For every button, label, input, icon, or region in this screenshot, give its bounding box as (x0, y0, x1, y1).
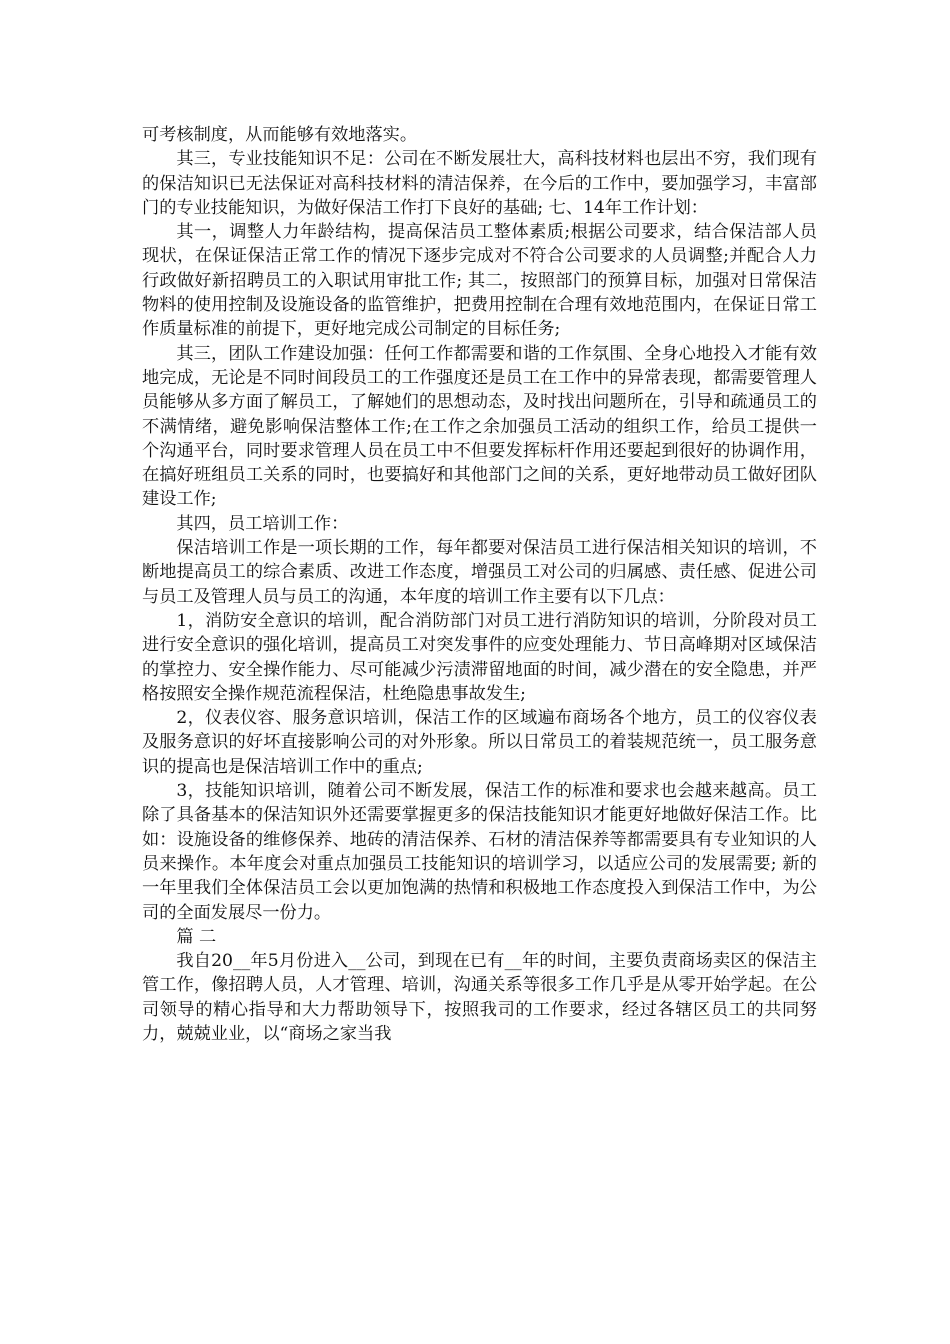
paragraph-5: 其四，员工培训工作： (176, 513, 349, 534)
paragraph-4: 其三，团队工作建设加强：任何工作都需要和谐的工作氛围、全身心地投入才能有效地完成，无论是不同时间段员工的工作强度还是员工在工作中的异常表现，都需要管理人员能够从多方面了解员工，了解她们的思想动态，及时找出问题所在，引导和疏通员工的不满情绪，避免影响保洁整体工作;在工作之余加强员工活动的组织工作，给员工提供一个沟通平台，同时要求管理人员在员工中不但要发挥标杆作用还要起到很好的协调作用，在搞好班组员工关系的同时，也要搞好和其他部门之间的关系，更好地带动员工做好团队建设工作; (142, 343, 817, 510)
paragraph-11: 我自20__年5月份进入__公司，到现在已有__年的时间，主要负责商场卖区的保洁主管工作，像招聘人员，人才管理、培训，沟通关系等很多工作几乎是从零开始学起。在公司领导的精心指导和大力帮助领导下，按照我司的工作要求，经过各辖区员工的共同努力，兢兢业业，以“商场之家当我 (142, 951, 817, 1044)
paragraph-3: 其一，调整人力年龄结构，提高保洁员工整体素质;根据公司要求，结合保洁部人员现状，在保证保洁正常工作的情况下逐步完成对不符合公司要求的人员调整;并配合人力行政做好新招聘员工的入职试用审批工作; 其二，按照部门的预算目标，加强对日常保洁物料的使用控制及设施设备的监管维护，把费用控制在合理有效地范围内，在保证日常工作质量标准的前提下，更好地完成公司制定的目标任务; (142, 222, 817, 340)
paragraph-6: 保洁培训工作是一项长期的工作，每年都要对保洁员工进行保洁相关知识的培训，不断地提高员工的综合素质、改进工作态度，增强员工对公司的归属感、责任感、促进公司与员工及管理人员与员工的沟通，本年度的培训工作主要有以下几点： (142, 538, 817, 607)
paragraph-9: 3，技能知识培训，随着公司不断发展，保洁工作的标准和要求也会越来越高。员工除了具备基本的保洁知识外还需要掌握更多的保洁技能知识才能更好地做好保洁工作。比如：设施设备的维修保养、地砖的清洁保养、石材的清洁保养等都需要具有专业知识的人员来操作。本年度会对重点加强员工技能知识的培训学习，以适应公司的发展需要; 新的一年里我们全体保洁员工会以更加饱满的热情和积极地工作态度投入到保洁工作中，为公司的全面发展尽一份力。 (142, 781, 817, 923)
paragraph-8: 2，仪表仪容、服务意识培训，保洁工作的区域遍布商场各个地方，员工的仪容仪表及服务意识的好坏直接影响公司的对外形象。所以日常员工的着装规范统一，员工服务意识的提高也是保洁培训工作中的重点; (142, 708, 817, 777)
paragraph-1: 可考核制度，从而能够有效地落实。 (142, 125, 418, 145)
paragraph-2: 其三，专业技能知识不足：公司在不断发展壮大，高科技材料也层出不穷，我们现有的保洁知识已无法保证对高科技材料的清洁保养，在今后的工作中，要加强学习，丰富部门的专业技能知识，为做好保洁工作打下良好的基础; 七、14年工作计划： (142, 149, 817, 218)
section-heading: 篇 二 (176, 926, 217, 947)
paragraph-7: 1，消防安全意识的培训，配合消防部门对员工进行消防知识的培训，分阶段对员工进行安全意识的强化培训，提高员工对突发事件的应变处理能力、节日高峰期对区域保洁的掌控力、安全操作能力、尽可能减少污渍滞留地面的时间，减少潜在的安全隐患，并严格按照安全操作规范流程保洁，杜绝隐患事故发生; (142, 610, 817, 704)
document-body (142, 123, 817, 1046)
